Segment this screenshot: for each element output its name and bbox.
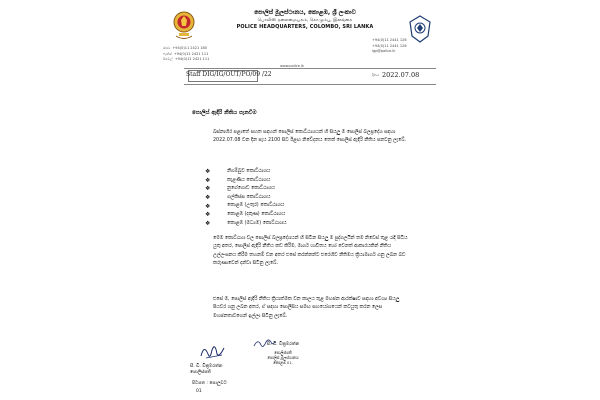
header-divider <box>184 84 436 85</box>
diamond-bullet-icon: ❖ <box>205 211 211 219</box>
subject-heading: පොලිස් ඇඳිරි නීතිය පැනවීම <box>192 110 257 116</box>
stamp-name: සී. ඩී. වික්‍රමරත්න <box>266 342 300 347</box>
national-emblem-icon <box>170 6 198 42</box>
list-item <box>205 202 355 211</box>
list-item <box>205 220 355 229</box>
division-label: කැළණිය කොට්ඨාශය <box>227 177 271 183</box>
letterhead-tamil: பொலிஸ் தலைமையகம், கொழும்பு, இலங்கை <box>257 18 353 23</box>
division-list <box>205 168 355 228</box>
contact-value: +94(0)11 2421 180 <box>172 46 207 50</box>
stamp-line: පොලිස් මූලස්ථානය <box>267 355 299 360</box>
list-item <box>205 194 355 203</box>
copy-to-footer <box>192 380 227 396</box>
stamp-line: කොළඹ 01. <box>273 360 293 365</box>
contact-email: igp@police.lk <box>372 49 396 53</box>
contact-value: +94(0)11 2421 111 <box>173 51 209 56</box>
diamond-bullet-icon: ❖ <box>205 219 211 227</box>
letterhead <box>220 9 390 31</box>
website: www.police.lk <box>280 64 304 68</box>
diamond-bullet-icon: ❖ <box>205 185 211 193</box>
letterhead-sinhala: පොලිස් මූලස්ථානය, කොළඹ, ශ්‍රී ලංකාව <box>254 9 356 16</box>
contact-label: ඊමේල් <box>163 57 173 61</box>
letterhead-english: POLICE HEADQUARTERS, COLOMBO, SRI LANKA <box>236 24 374 30</box>
division-label: ගල්කිස්ස කොට්ඨාශය <box>227 194 271 200</box>
signatory-block <box>190 364 222 376</box>
header-divider <box>184 68 436 69</box>
reference-row <box>160 70 440 82</box>
diamond-bullet-icon: ❖ <box>205 168 211 176</box>
division-label: කොළඹ (මධ්‍යම) කොට්ඨාශය <box>227 220 287 226</box>
signatory-name: සී. ඩී. වික්‍රමරත්න <box>190 364 223 369</box>
letter-page <box>160 0 440 400</box>
paragraph-restrictions: මෙම කොට්ඨාශ වල පොලිස් බලප්‍රදේශයන් හි සිටින සියලු ම පුද්ගලයින් තම නිවෙස් තුළ රැඳී සිටිය යුතු අතර, පොලිස් ඇඳිරි නීතිය කඩ කිරීම, මාර්ග භාවිතය හෝ වෙනත් ආකාරයකින් නීතිය උල්ලංඝනය කිරීම තහනම් වන අතර එසේ කරන්නන්ට එරෙහිව නීතිමය ක්‍රියාමාර්ග ගනු ලබන බව කරුණාවෙන් දන්වා සිටිනු ලැබේ. <box>213 236 408 267</box>
list-item <box>205 168 355 177</box>
contact-left <box>163 46 233 63</box>
division-label: නීගම්බුව කොට්ඨාශය <box>227 169 271 174</box>
list-item <box>205 185 355 194</box>
contact-value: +94(0)11 2421 111 <box>174 57 210 61</box>
division-label: කොළඹ (දකුණ) කොට්ඨාශය <box>227 211 286 217</box>
stamp-block <box>256 350 310 365</box>
diamond-bullet-icon: ❖ <box>205 194 211 202</box>
copy-number: 01 <box>196 389 202 394</box>
contact-phone: +94(0)11 2441 126 <box>372 38 407 42</box>
contact-right <box>372 38 420 55</box>
diamond-bullet-icon: ❖ <box>205 176 211 184</box>
paragraph-intro: බස්නාහිර පළාතේ පහත සඳහන් පොලිස් කොට්ඨාශයන් හි සියලු ම පොලිස් බලප්‍රදේශ සඳහා 2022.07.08 වන දින පැය 2100 සිට ඊළඟ නිවේදනය තෙක් පොලිස් ඇඳිරි නීතිය පනවනු ලැබේ. <box>213 130 407 144</box>
signature-icon <box>198 340 228 362</box>
list-item <box>205 211 355 220</box>
paragraph-cooperation: එසේ ම, පොලිස් ඇඳිරි නීතිය ක්‍රියාත්මක වන කාලය තුළ මහජන ආරක්ෂාව සඳහා අවශ්‍ය සියලු පියවර ගනු ලබන අතර, ඒ සඳහා පොලිසිය සමඟ සහයෝගයෙන් කටයුතු කරන ලෙස මහජනතාවගෙන් ඉල්ලා සිටිනු ලැබේ. <box>213 297 400 319</box>
contact-label: රාජ්‍ය <box>163 46 171 50</box>
copy-to-label: පිටපත : පොලුවට <box>192 381 227 386</box>
contact-row <box>163 57 233 63</box>
contact-label: ෆැක්ස් <box>163 51 172 56</box>
diamond-bullet-icon: ❖ <box>205 202 211 210</box>
contact-fax: +94(0)11 2441 126 <box>372 43 407 48</box>
division-label: කොළඹ (උතුර) කොට්ඨාශය <box>227 203 285 209</box>
list-item <box>205 177 355 186</box>
signatory-title: පොලිස්පති <box>190 370 211 375</box>
date-label: දිනය <box>372 73 379 77</box>
letter-date: 2022.07.08 <box>382 71 420 79</box>
stamp-line: පොලිස්පති <box>274 350 292 355</box>
division-label: නුගේගොඩ කොට්ඨාශය <box>227 186 275 192</box>
reference-number: Staff DIG/IG/OUT/PO/09 /22 <box>186 71 272 78</box>
